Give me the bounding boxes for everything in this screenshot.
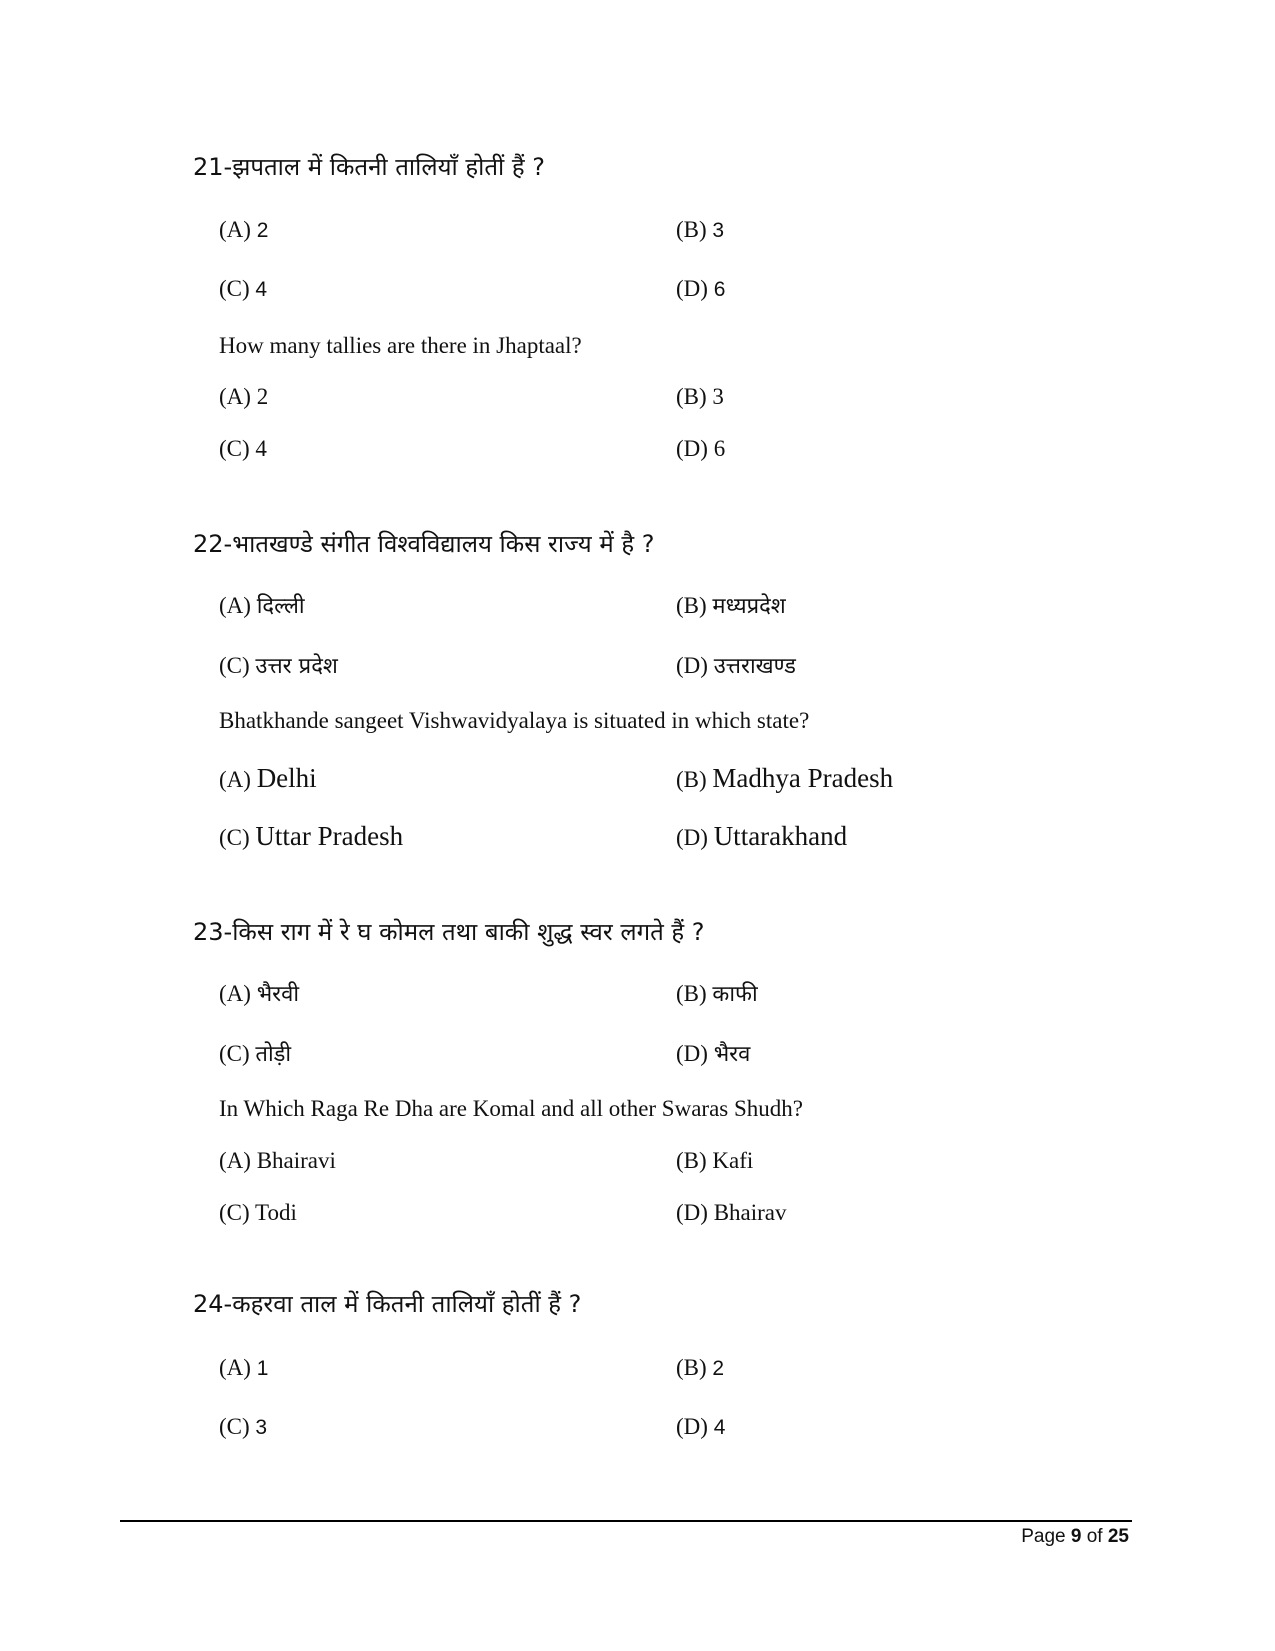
q24-hi-option-b: (B) 2: [676, 1355, 725, 1380]
q23-en-option-b: (B) Kafi: [676, 1148, 754, 1173]
q23-en-option-c: (C) Todi: [219, 1200, 297, 1225]
q23-en-option-a: (A) Bhairavi: [219, 1148, 336, 1173]
q21-en-option-d: (D) 6: [676, 436, 726, 461]
question-23-hindi: 23-किस राग में रे घ कोमल तथा बाकी शुद्ध स्वर लगते हैं ?: [193, 918, 705, 946]
q23-en-option-d: (D) Bhairav: [676, 1200, 787, 1225]
q24-hi-option-c: (C) 3: [219, 1414, 268, 1439]
question-23-english: In Which Raga Re Dha are Komal and all other Swaras Shudh?: [219, 1096, 803, 1121]
q22-hi-option-a: (A) दिल्ली: [219, 593, 305, 619]
q23-hi-option-d: (D) भैरव: [676, 1041, 751, 1067]
q21-en-option-a: (A) 2: [219, 384, 269, 409]
q21-hi-option-d: (D) 6: [676, 276, 726, 301]
q22-hi-option-b: (B) मध्यप्रदेश: [676, 593, 786, 619]
q22-en-option-c: (C) Uttar Pradesh: [219, 821, 404, 851]
question-22-hindi: 22-भातखण्डे संगीत विश्वविद्यालय किस राज्य में है ?: [193, 530, 655, 558]
question-21-hindi: 21-झपताल में कितनी तालियाँ होतीं हैं ?: [193, 153, 545, 181]
question-22-english: Bhatkhande sangeet Vishwavidyalaya is situated in which state?: [219, 708, 810, 733]
q24-hi-option-d: (D) 4: [676, 1414, 726, 1439]
q24-hi-option-a: (A) 1: [219, 1355, 269, 1380]
q21-hi-option-a: (A) 2: [219, 217, 269, 242]
q23-hi-option-a: (A) भैरवी: [219, 981, 300, 1007]
q21-en-option-b: (B) 3: [676, 384, 724, 409]
question-24-hindi: 24-कहरवा ताल में कितनी तालियाँ होतीं हैं ?: [193, 1290, 582, 1318]
q23-hi-option-c: (C) तोड़ी: [219, 1041, 292, 1067]
footer-divider: [120, 1520, 1132, 1522]
page-number: Page 9 of 25: [1021, 1526, 1129, 1547]
q21-en-option-c: (C) 4: [219, 436, 267, 461]
q22-hi-option-d: (D) उत्तराखण्ड: [676, 653, 796, 679]
q21-hi-option-b: (B) 3: [676, 217, 725, 242]
q21-hi-option-c: (C) 4: [219, 276, 268, 301]
q22-hi-option-c: (C) उत्तर प्रदेश: [219, 653, 338, 679]
q22-en-option-b: (B) Madhya Pradesh: [676, 763, 894, 793]
question-21-english: How many tallies are there in Jhaptaal?: [219, 333, 582, 358]
q22-en-option-d: (D) Uttarakhand: [676, 821, 848, 851]
q23-hi-option-b: (B) काफी: [676, 981, 758, 1007]
q22-en-option-a: (A) Delhi: [219, 763, 317, 793]
